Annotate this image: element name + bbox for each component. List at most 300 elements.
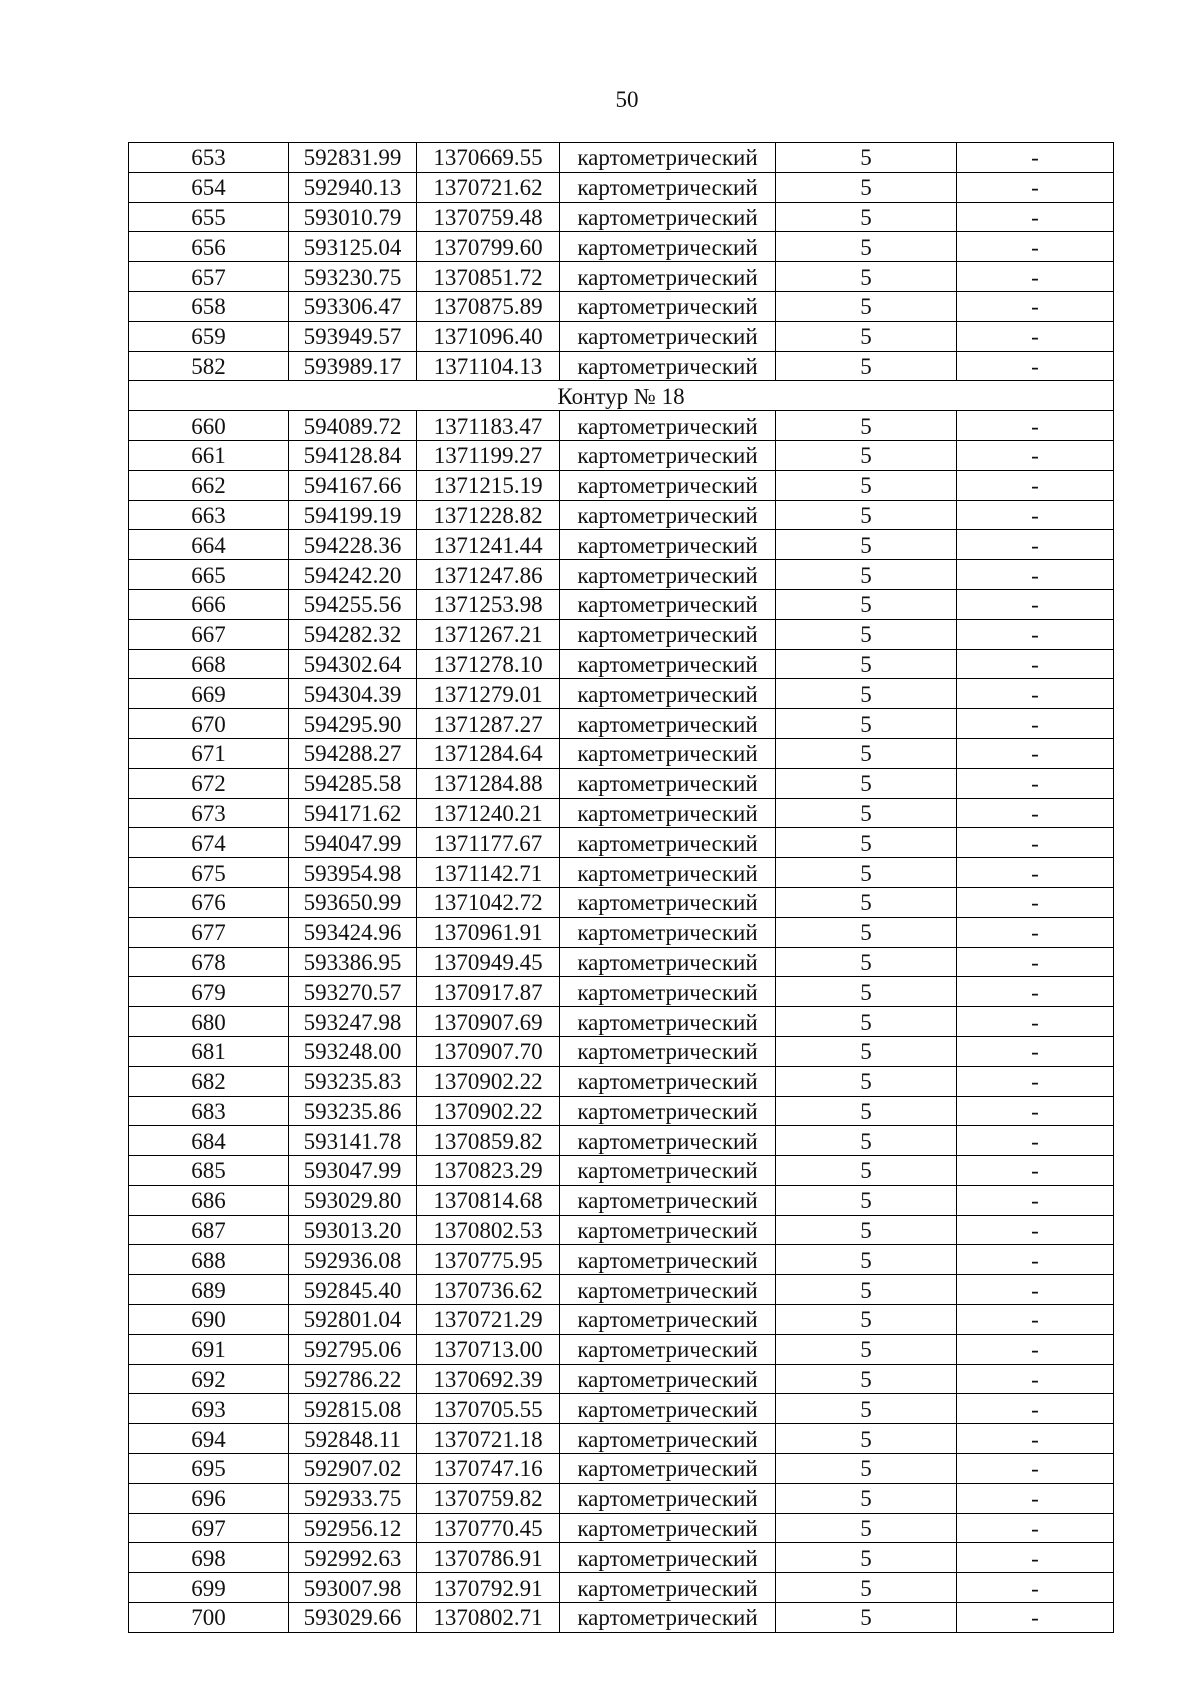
point-number-cell: 688 [129, 1245, 289, 1275]
y-coordinate-cell: 1370859.82 [417, 1126, 560, 1156]
point-number-cell: 673 [129, 798, 289, 828]
point-number-cell: 664 [129, 530, 289, 560]
point-number-cell: 697 [129, 1513, 289, 1543]
point-number-cell: 689 [129, 1275, 289, 1305]
table-row [129, 1364, 1114, 1394]
point-number-cell: 695 [129, 1454, 289, 1484]
x-coordinate-cell: 594288.27 [289, 738, 417, 768]
x-coordinate-cell: 593954.98 [289, 858, 417, 888]
method-cell: картометрический [560, 1126, 776, 1156]
y-coordinate-cell: 1371042.72 [417, 887, 560, 917]
accuracy-cell: 5 [776, 1483, 957, 1513]
x-coordinate-cell: 593235.86 [289, 1096, 417, 1126]
description-cell: - [957, 500, 1114, 530]
point-number-cell: 686 [129, 1185, 289, 1215]
description-cell: - [957, 1364, 1114, 1394]
accuracy-cell: 5 [776, 1424, 957, 1454]
method-cell: картометрический [560, 649, 776, 679]
y-coordinate-cell: 1370786.91 [417, 1543, 560, 1573]
table-row [129, 1573, 1114, 1603]
coordinates-table-body [129, 143, 1114, 1633]
description-cell: - [957, 1036, 1114, 1066]
y-coordinate-cell: 1371215.19 [417, 470, 560, 500]
method-cell: картометрический [560, 1305, 776, 1335]
x-coordinate-cell: 592845.40 [289, 1275, 417, 1305]
table-row [129, 1334, 1114, 1364]
method-cell: картометрический [560, 1513, 776, 1543]
point-number-cell: 671 [129, 738, 289, 768]
point-number-cell: 675 [129, 858, 289, 888]
table-row [129, 202, 1114, 232]
method-cell: картометрический [560, 291, 776, 321]
accuracy-cell: 5 [776, 858, 957, 888]
method-cell: картометрический [560, 887, 776, 917]
y-coordinate-cell: 1370759.48 [417, 202, 560, 232]
description-cell: - [957, 1334, 1114, 1364]
description-cell: - [957, 709, 1114, 739]
y-coordinate-cell: 1371142.71 [417, 858, 560, 888]
accuracy-cell: 5 [776, 1275, 957, 1305]
accuracy-cell: 5 [776, 440, 957, 470]
table-row [129, 1126, 1114, 1156]
x-coordinate-cell: 592907.02 [289, 1454, 417, 1484]
accuracy-cell: 5 [776, 321, 957, 351]
x-coordinate-cell: 594128.84 [289, 440, 417, 470]
point-number-cell: 670 [129, 709, 289, 739]
y-coordinate-cell: 1370902.22 [417, 1066, 560, 1096]
accuracy-cell: 5 [776, 679, 957, 709]
table-row [129, 172, 1114, 202]
y-coordinate-cell: 1370721.29 [417, 1305, 560, 1335]
y-coordinate-cell: 1371284.64 [417, 738, 560, 768]
point-number-cell: 662 [129, 470, 289, 500]
description-cell: - [957, 470, 1114, 500]
y-coordinate-cell: 1370949.45 [417, 947, 560, 977]
method-cell: картометрический [560, 1245, 776, 1275]
table-row [129, 1185, 1114, 1215]
description-cell: - [957, 560, 1114, 590]
accuracy-cell: 5 [776, 1603, 957, 1633]
table-row [129, 1305, 1114, 1335]
table-row [129, 1036, 1114, 1066]
description-cell: - [957, 589, 1114, 619]
description-cell: - [957, 1573, 1114, 1603]
method-cell: картометрический [560, 1036, 776, 1066]
y-coordinate-cell: 1370902.22 [417, 1096, 560, 1126]
description-cell: - [957, 917, 1114, 947]
point-number-cell: 683 [129, 1096, 289, 1126]
y-coordinate-cell: 1371284.88 [417, 768, 560, 798]
y-coordinate-cell: 1371104.13 [417, 351, 560, 381]
x-coordinate-cell: 593235.83 [289, 1066, 417, 1096]
x-coordinate-cell: 594167.66 [289, 470, 417, 500]
x-coordinate-cell: 593424.96 [289, 917, 417, 947]
table-row [129, 858, 1114, 888]
x-coordinate-cell: 593949.57 [289, 321, 417, 351]
accuracy-cell: 5 [776, 500, 957, 530]
method-cell: картометрический [560, 500, 776, 530]
description-cell: - [957, 321, 1114, 351]
table-row [129, 351, 1114, 381]
table-row [129, 828, 1114, 858]
y-coordinate-cell: 1371287.27 [417, 709, 560, 739]
accuracy-cell: 5 [776, 530, 957, 560]
method-cell: картометрический [560, 1454, 776, 1484]
x-coordinate-cell: 592933.75 [289, 1483, 417, 1513]
description-cell: - [957, 768, 1114, 798]
y-coordinate-cell: 1370961.91 [417, 917, 560, 947]
x-coordinate-cell: 593230.75 [289, 262, 417, 292]
accuracy-cell: 5 [776, 262, 957, 292]
y-coordinate-cell: 1371278.10 [417, 649, 560, 679]
accuracy-cell: 5 [776, 172, 957, 202]
method-cell: картометрический [560, 262, 776, 292]
table-row [129, 1066, 1114, 1096]
x-coordinate-cell: 592815.08 [289, 1394, 417, 1424]
point-number-cell: 700 [129, 1603, 289, 1633]
accuracy-cell: 5 [776, 589, 957, 619]
x-coordinate-cell: 594047.99 [289, 828, 417, 858]
description-cell: - [957, 977, 1114, 1007]
accuracy-cell: 5 [776, 1156, 957, 1186]
point-number-cell: 663 [129, 500, 289, 530]
table-row [129, 709, 1114, 739]
y-coordinate-cell: 1371247.86 [417, 560, 560, 590]
page-number: 50 [615, 87, 639, 112]
table-row [129, 1513, 1114, 1543]
table-row [129, 411, 1114, 441]
x-coordinate-cell: 593141.78 [289, 1126, 417, 1156]
method-cell: картометрический [560, 1483, 776, 1513]
description-cell: - [957, 649, 1114, 679]
description-cell: - [957, 1096, 1114, 1126]
point-number-cell: 666 [129, 589, 289, 619]
y-coordinate-cell: 1371279.01 [417, 679, 560, 709]
description-cell: - [957, 887, 1114, 917]
table-row [129, 619, 1114, 649]
table-row [129, 887, 1114, 917]
y-coordinate-cell: 1371241.44 [417, 530, 560, 560]
description-cell: - [957, 262, 1114, 292]
description-cell: - [957, 1513, 1114, 1543]
accuracy-cell: 5 [776, 1007, 957, 1037]
accuracy-cell: 5 [776, 977, 957, 1007]
method-cell: картометрический [560, 1573, 776, 1603]
y-coordinate-cell: 1370736.62 [417, 1275, 560, 1305]
point-number-cell: 665 [129, 560, 289, 590]
description-cell: - [957, 1394, 1114, 1424]
method-cell: картометрический [560, 411, 776, 441]
table-row [129, 798, 1114, 828]
table-row [129, 500, 1114, 530]
y-coordinate-cell: 1370770.45 [417, 1513, 560, 1543]
y-coordinate-cell: 1370705.55 [417, 1394, 560, 1424]
description-cell: - [957, 1543, 1114, 1573]
accuracy-cell: 5 [776, 202, 957, 232]
method-cell: картометрический [560, 1007, 776, 1037]
accuracy-cell: 5 [776, 1185, 957, 1215]
point-number-cell: 659 [129, 321, 289, 351]
point-number-cell: 661 [129, 440, 289, 470]
accuracy-cell: 5 [776, 1573, 957, 1603]
y-coordinate-cell: 1371177.67 [417, 828, 560, 858]
accuracy-cell: 5 [776, 738, 957, 768]
point-number-cell: 669 [129, 679, 289, 709]
table-row [129, 1215, 1114, 1245]
method-cell: картометрический [560, 947, 776, 977]
method-cell: картометрический [560, 917, 776, 947]
point-number-cell: 653 [129, 143, 289, 173]
table-row [129, 1245, 1114, 1275]
contour-label: Контур № 18 [129, 381, 1114, 411]
y-coordinate-cell: 1370802.53 [417, 1215, 560, 1245]
description-cell: - [957, 143, 1114, 173]
accuracy-cell: 5 [776, 887, 957, 917]
table-row [129, 738, 1114, 768]
method-cell: картометрический [560, 709, 776, 739]
y-coordinate-cell: 1370759.82 [417, 1483, 560, 1513]
accuracy-cell: 5 [776, 1454, 957, 1484]
accuracy-cell: 5 [776, 351, 957, 381]
x-coordinate-cell: 592831.99 [289, 143, 417, 173]
point-number-cell: 699 [129, 1573, 289, 1603]
table-row [129, 1156, 1114, 1186]
point-number-cell: 698 [129, 1543, 289, 1573]
accuracy-cell: 5 [776, 1036, 957, 1066]
y-coordinate-cell: 1370802.71 [417, 1603, 560, 1633]
table-row [129, 589, 1114, 619]
description-cell: - [957, 738, 1114, 768]
description-cell: - [957, 798, 1114, 828]
description-cell: - [957, 1245, 1114, 1275]
method-cell: картометрический [560, 172, 776, 202]
point-number-cell: 678 [129, 947, 289, 977]
table-row [129, 232, 1114, 262]
x-coordinate-cell: 592786.22 [289, 1364, 417, 1394]
table-row [129, 560, 1114, 590]
point-number-cell: 582 [129, 351, 289, 381]
point-number-cell: 672 [129, 768, 289, 798]
y-coordinate-cell: 1370692.39 [417, 1364, 560, 1394]
description-cell: - [957, 1007, 1114, 1037]
accuracy-cell: 5 [776, 232, 957, 262]
point-number-cell: 667 [129, 619, 289, 649]
description-cell: - [957, 530, 1114, 560]
point-number-cell: 655 [129, 202, 289, 232]
method-cell: картометрический [560, 828, 776, 858]
y-coordinate-cell: 1371199.27 [417, 440, 560, 470]
x-coordinate-cell: 592801.04 [289, 1305, 417, 1335]
table-row [129, 768, 1114, 798]
point-number-cell: 674 [129, 828, 289, 858]
table-row [129, 470, 1114, 500]
x-coordinate-cell: 593270.57 [289, 977, 417, 1007]
y-coordinate-cell: 1371096.40 [417, 321, 560, 351]
point-number-cell: 660 [129, 411, 289, 441]
table-row [129, 1543, 1114, 1573]
y-coordinate-cell: 1371253.98 [417, 589, 560, 619]
table-row [129, 947, 1114, 977]
x-coordinate-cell: 594285.58 [289, 768, 417, 798]
description-cell: - [957, 1156, 1114, 1186]
x-coordinate-cell: 594282.32 [289, 619, 417, 649]
table-row [129, 917, 1114, 947]
y-coordinate-cell: 1370747.16 [417, 1454, 560, 1484]
method-cell: картометрический [560, 440, 776, 470]
method-cell: картометрический [560, 738, 776, 768]
x-coordinate-cell: 594255.56 [289, 589, 417, 619]
table-row [129, 649, 1114, 679]
accuracy-cell: 5 [776, 798, 957, 828]
description-cell: - [957, 1126, 1114, 1156]
point-number-cell: 692 [129, 1364, 289, 1394]
method-cell: картометрический [560, 232, 776, 262]
accuracy-cell: 5 [776, 411, 957, 441]
y-coordinate-cell: 1370713.00 [417, 1334, 560, 1364]
description-cell: - [957, 1275, 1114, 1305]
point-number-cell: 687 [129, 1215, 289, 1245]
accuracy-cell: 5 [776, 1364, 957, 1394]
method-cell: картометрический [560, 1603, 776, 1633]
description-cell: - [957, 411, 1114, 441]
x-coordinate-cell: 593989.17 [289, 351, 417, 381]
method-cell: картометрический [560, 977, 776, 1007]
method-cell: картометрический [560, 1096, 776, 1126]
point-number-cell: 682 [129, 1066, 289, 1096]
method-cell: картометрический [560, 1185, 776, 1215]
method-cell: картометрический [560, 143, 776, 173]
accuracy-cell: 5 [776, 1543, 957, 1573]
accuracy-cell: 5 [776, 709, 957, 739]
point-number-cell: 679 [129, 977, 289, 1007]
description-cell: - [957, 947, 1114, 977]
x-coordinate-cell: 594199.19 [289, 500, 417, 530]
method-cell: картометрический [560, 321, 776, 351]
point-number-cell: 680 [129, 1007, 289, 1037]
method-cell: картометрический [560, 530, 776, 560]
method-cell: картометрический [560, 1215, 776, 1245]
table-row [129, 1007, 1114, 1037]
point-number-cell: 690 [129, 1305, 289, 1335]
description-cell: - [957, 172, 1114, 202]
accuracy-cell: 5 [776, 470, 957, 500]
point-number-cell: 654 [129, 172, 289, 202]
table-row [129, 977, 1114, 1007]
point-number-cell: 691 [129, 1334, 289, 1364]
point-number-cell: 668 [129, 649, 289, 679]
x-coordinate-cell: 593386.95 [289, 947, 417, 977]
y-coordinate-cell: 1370775.95 [417, 1245, 560, 1275]
point-number-cell: 693 [129, 1394, 289, 1424]
method-cell: картометрический [560, 202, 776, 232]
y-coordinate-cell: 1370814.68 [417, 1185, 560, 1215]
point-number-cell: 676 [129, 887, 289, 917]
description-cell: - [957, 291, 1114, 321]
accuracy-cell: 5 [776, 947, 957, 977]
x-coordinate-cell: 592940.13 [289, 172, 417, 202]
x-coordinate-cell: 593013.20 [289, 1215, 417, 1245]
accuracy-cell: 5 [776, 291, 957, 321]
description-cell: - [957, 232, 1114, 262]
x-coordinate-cell: 593306.47 [289, 291, 417, 321]
x-coordinate-cell: 593650.99 [289, 887, 417, 917]
table-row [129, 291, 1114, 321]
x-coordinate-cell: 592795.06 [289, 1334, 417, 1364]
x-coordinate-cell: 594304.39 [289, 679, 417, 709]
y-coordinate-cell: 1370799.60 [417, 232, 560, 262]
table-row [129, 1394, 1114, 1424]
table-row [129, 1603, 1114, 1633]
x-coordinate-cell: 592936.08 [289, 1245, 417, 1275]
table-row [129, 262, 1114, 292]
table-row [129, 143, 1114, 173]
description-cell: - [957, 202, 1114, 232]
table-row [129, 1424, 1114, 1454]
table-row [129, 679, 1114, 709]
x-coordinate-cell: 594171.62 [289, 798, 417, 828]
x-coordinate-cell: 593248.00 [289, 1036, 417, 1066]
y-coordinate-cell: 1371183.47 [417, 411, 560, 441]
x-coordinate-cell: 594228.36 [289, 530, 417, 560]
method-cell: картометрический [560, 1156, 776, 1186]
point-number-cell: 694 [129, 1424, 289, 1454]
table-row [129, 1483, 1114, 1513]
description-cell: - [957, 1483, 1114, 1513]
point-number-cell: 656 [129, 232, 289, 262]
method-cell: картометрический [560, 1275, 776, 1305]
x-coordinate-cell: 594295.90 [289, 709, 417, 739]
method-cell: картометрический [560, 679, 776, 709]
method-cell: картометрический [560, 1364, 776, 1394]
method-cell: картометрический [560, 619, 776, 649]
x-coordinate-cell: 594089.72 [289, 411, 417, 441]
accuracy-cell: 5 [776, 1096, 957, 1126]
table-row [129, 530, 1114, 560]
contour-header-row [129, 381, 1114, 411]
y-coordinate-cell: 1370851.72 [417, 262, 560, 292]
method-cell: картометрический [560, 1334, 776, 1364]
description-cell: - [957, 1185, 1114, 1215]
description-cell: - [957, 1305, 1114, 1335]
accuracy-cell: 5 [776, 1394, 957, 1424]
accuracy-cell: 5 [776, 1334, 957, 1364]
description-cell: - [957, 440, 1114, 470]
accuracy-cell: 5 [776, 143, 957, 173]
point-number-cell: 657 [129, 262, 289, 292]
accuracy-cell: 5 [776, 768, 957, 798]
x-coordinate-cell: 594302.64 [289, 649, 417, 679]
y-coordinate-cell: 1371267.21 [417, 619, 560, 649]
x-coordinate-cell: 592848.11 [289, 1424, 417, 1454]
point-number-cell: 658 [129, 291, 289, 321]
accuracy-cell: 5 [776, 1126, 957, 1156]
x-coordinate-cell: 592992.63 [289, 1543, 417, 1573]
y-coordinate-cell: 1370917.87 [417, 977, 560, 1007]
method-cell: картометрический [560, 1394, 776, 1424]
description-cell: - [957, 1066, 1114, 1096]
accuracy-cell: 5 [776, 560, 957, 590]
x-coordinate-cell: 593247.98 [289, 1007, 417, 1037]
method-cell: картометрический [560, 560, 776, 590]
table-row [129, 1275, 1114, 1305]
x-coordinate-cell: 593047.99 [289, 1156, 417, 1186]
y-coordinate-cell: 1370875.89 [417, 291, 560, 321]
method-cell: картометрический [560, 798, 776, 828]
method-cell: картометрический [560, 768, 776, 798]
description-cell: - [957, 828, 1114, 858]
x-coordinate-cell: 593007.98 [289, 1573, 417, 1603]
x-coordinate-cell: 593010.79 [289, 202, 417, 232]
